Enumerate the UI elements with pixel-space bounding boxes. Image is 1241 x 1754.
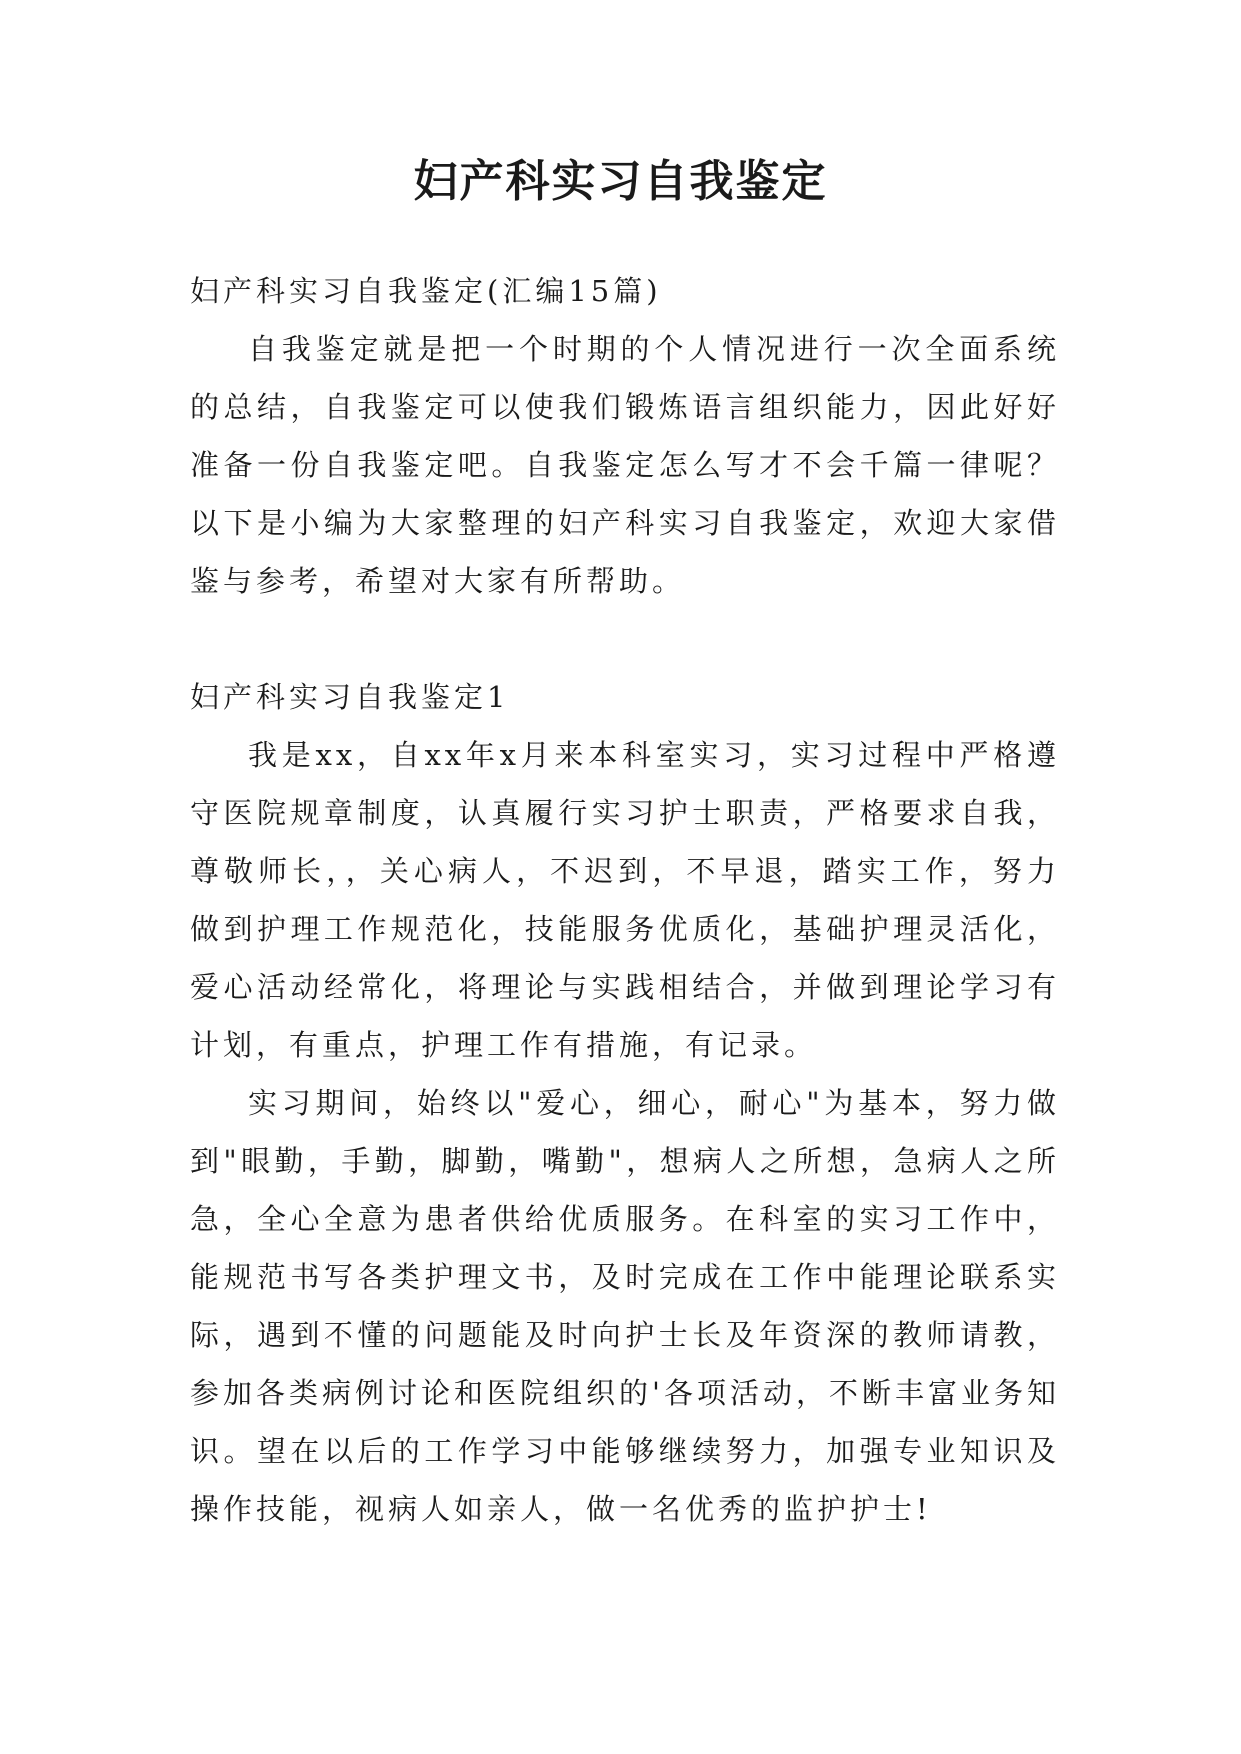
section-heading: 妇产科实习自我鉴定1 <box>190 680 510 714</box>
body-paragraph: 实习期间，始终以"爱心，细心，耐心"为基本，努力做到"眼勤，手勤，脚勤，嘴勤"，想病人之所想，急病人之所急，全心全意为患者供给优质服务。在科室的实习工作中，能规范书写各类护理文书，及时完成在工作中能理论联系实际，遇到不懂的问题能及时向护士长及年资深的教师请教，参加各类病例讨论和医院组织的'各项活动，不断丰富业务知识。望在以后的工作学习中能够继续努力，加强专业知识及操作技能，视病人如亲人，做一名优秀的监护护士! <box>190 1086 1060 1526</box>
document-body <box>190 262 1060 1538</box>
document-title: 妇产科实习自我鉴定 <box>413 156 828 207</box>
body-paragraph: 我是xx，自xx年x月来本科室实习，实习过程中严格遵守医院规章制度，认真履行实习护士职责，严格要求自我，尊敬师长，，关心病人，不迟到，不早退，踏实工作，努力做到护理工作规范化，技能服务优质化，基础护理灵活化，爱心活动经常化，将理论与实践相结合，并做到理论学习有计划，有重点，护理工作有措施，有记录。 <box>190 738 1060 1062</box>
intro-paragraph: 自我鉴定就是把一个时期的个人情况进行一次全面系统的总结，自我鉴定可以使我们锻炼语言组织能力，因此好好准备一份自我鉴定吧。自我鉴定怎么写才不会千篇一律呢？以下是小编为大家整理的妇产科实习自我鉴定，欢迎大家借鉴与参考，希望对大家有所帮助。 <box>190 332 1060 598</box>
section-spacer <box>190 610 1060 668</box>
document-subtitle: 妇产科实习自我鉴定(汇编15篇) <box>190 274 662 308</box>
